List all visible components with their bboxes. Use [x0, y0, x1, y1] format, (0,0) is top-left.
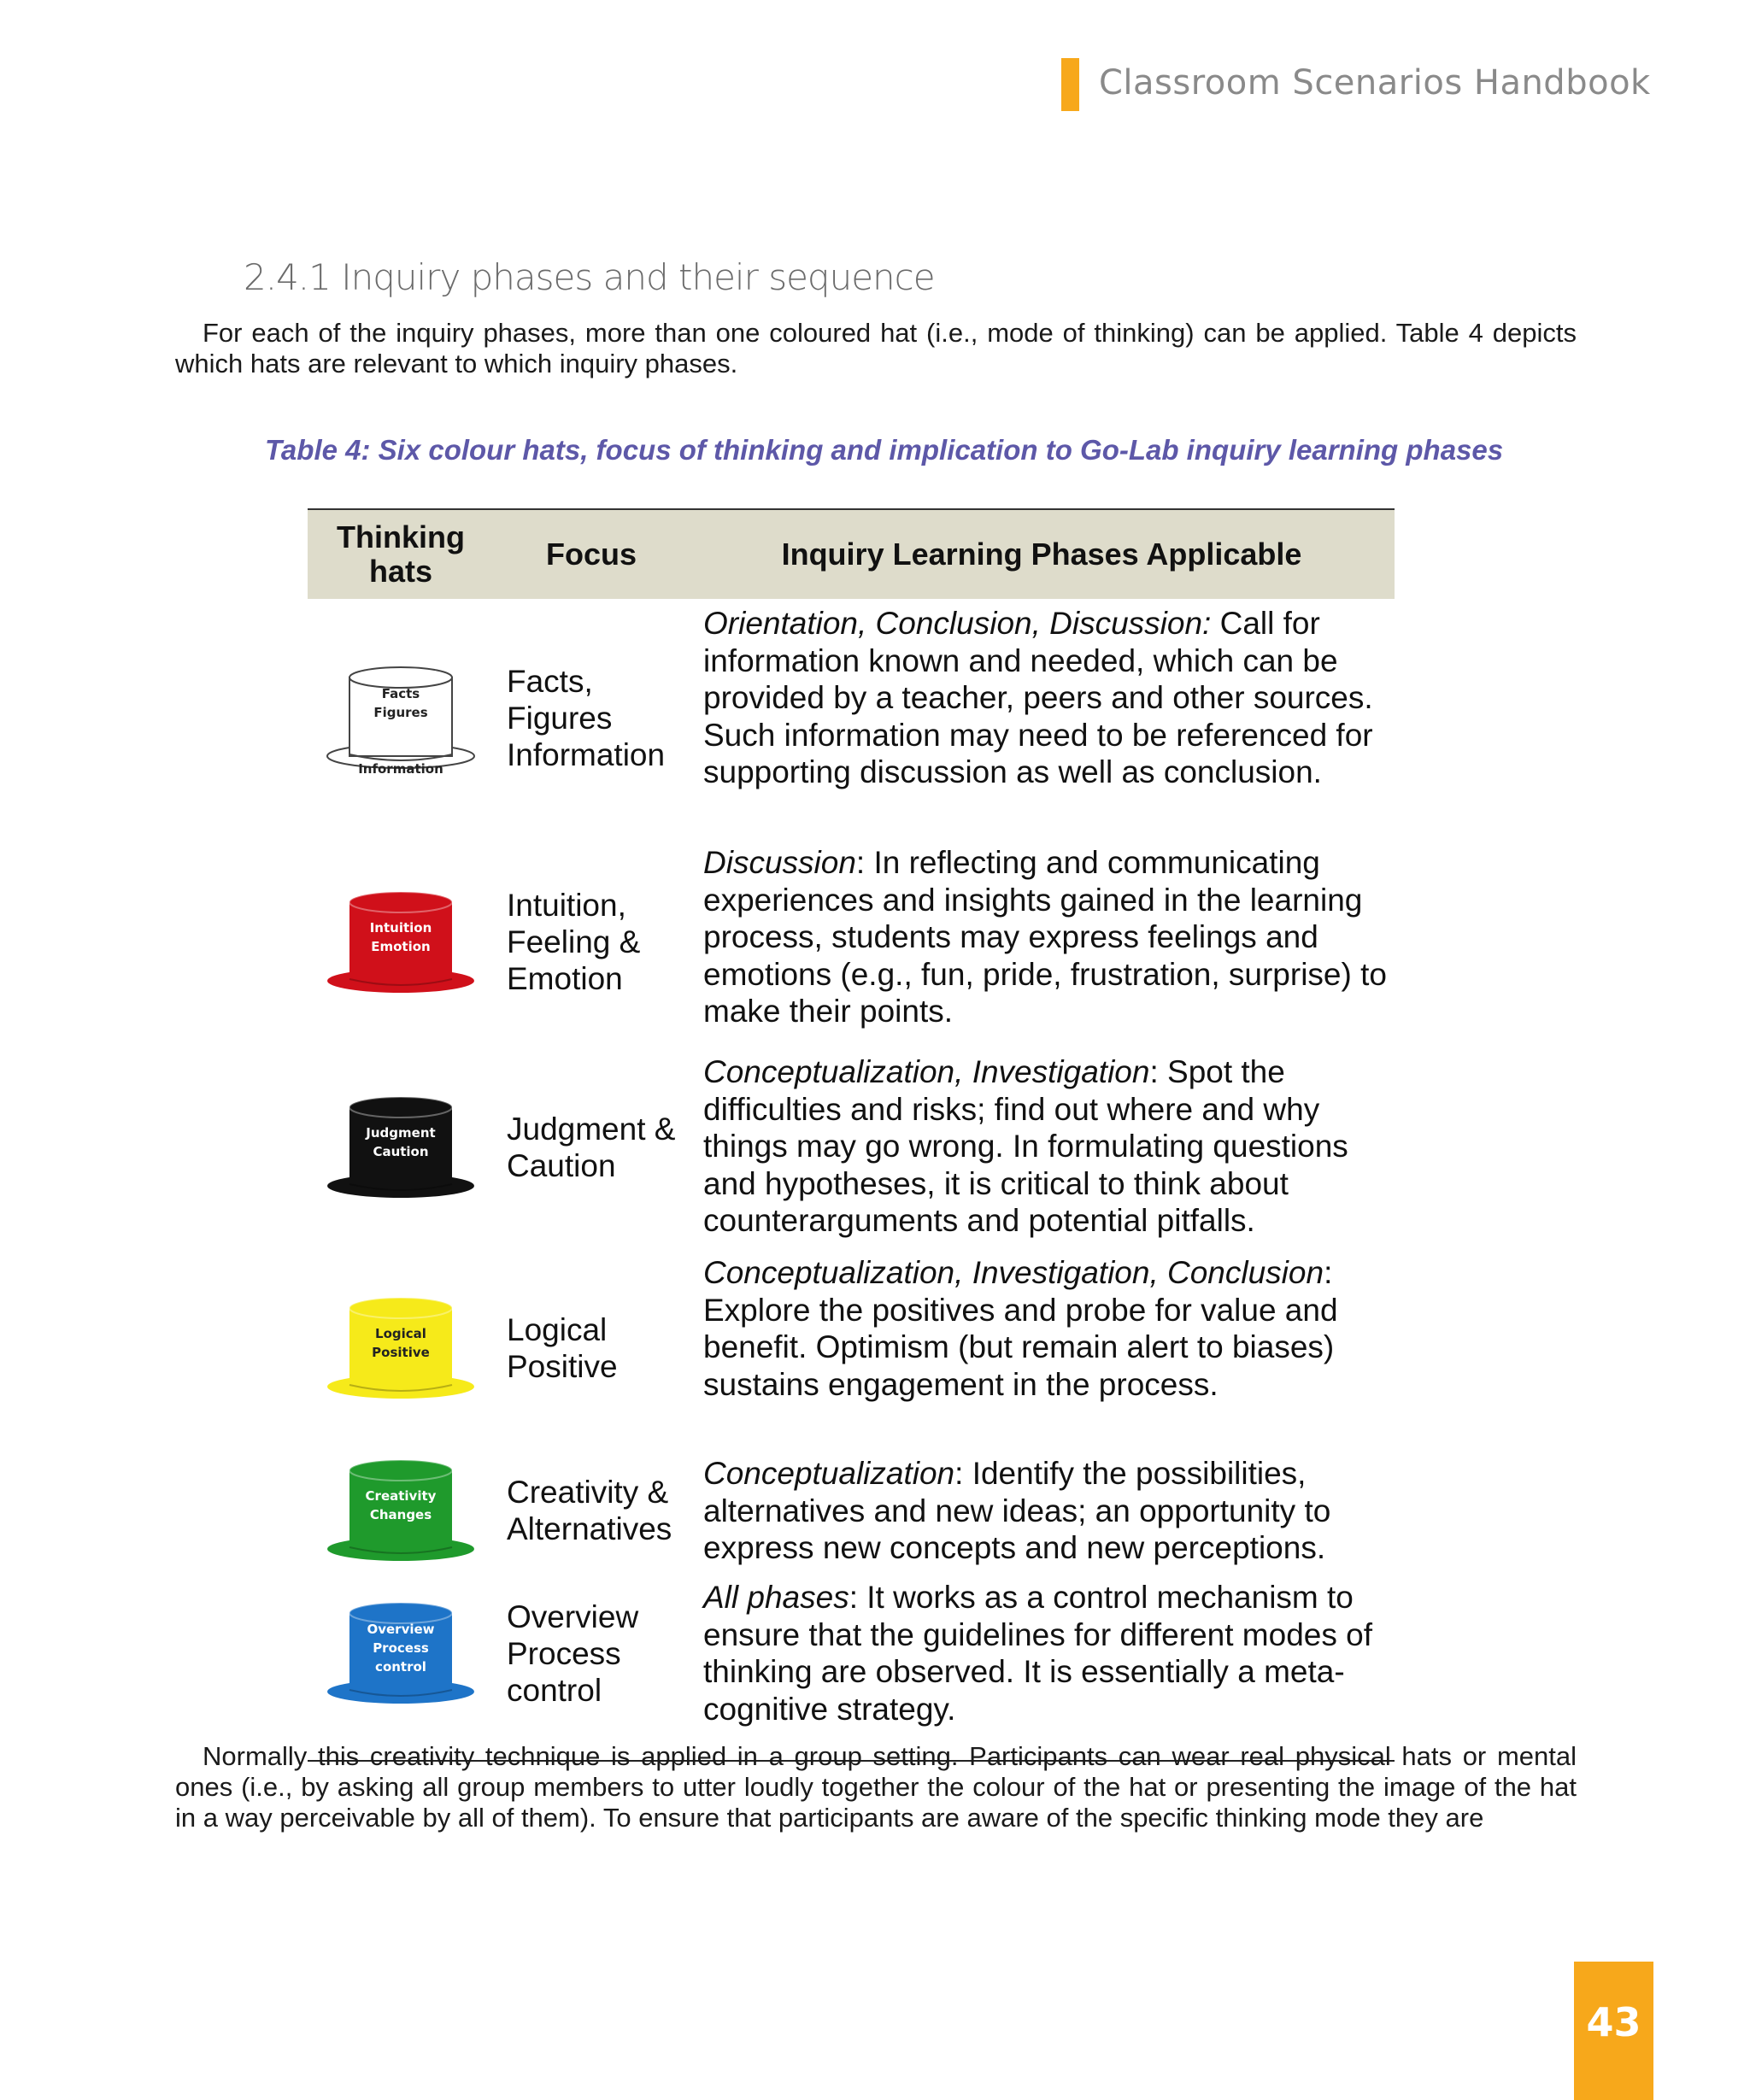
hat-label: Creativity	[365, 1487, 437, 1504]
phases-label: Conceptualization	[703, 1456, 955, 1491]
table-row	[308, 1047, 1395, 1247]
hat-label: Positive	[372, 1344, 430, 1360]
phases-cell	[703, 1053, 1387, 1240]
closing-paragraph	[175, 1741, 1577, 1833]
hat-label: Facts	[381, 686, 420, 701]
white-hat-icon	[308, 598, 494, 837]
page-number: 43	[1586, 1999, 1641, 2045]
phases-text: : It works as a control mechanism to ensure that the guidelines for different modes of thinking are observed. It is essentially a meta-cognitive strategy.	[703, 1580, 1372, 1727]
black-hat-icon	[308, 1047, 494, 1247]
table-header-row	[308, 508, 1395, 599]
intro-paragraph	[175, 318, 1577, 379]
phases-text: : Spot the difficulties and risks; find out where and why things may go wrong. In formulating questions and hypotheses, it is critical to think about counterarguments and potential pitfalls.	[703, 1054, 1348, 1238]
phases-label: Conceptualization, Investigation	[703, 1054, 1150, 1089]
phases-text: Call for information known and needed, which can be provided by a teacher, peers and other sources. Such information may need to be referenced for supporting discussion as well as conclusion.	[703, 606, 1373, 789]
focus-cell: Creativity & Alternatives	[507, 1474, 672, 1546]
hat-label: Logical	[375, 1325, 426, 1341]
hat-label: Intuition	[369, 919, 432, 936]
hat-label: Changes	[369, 1506, 432, 1522]
hat-label: Process	[373, 1640, 429, 1656]
table-row	[308, 1572, 1395, 1734]
focus-cell: Facts, Figures Information	[507, 663, 666, 772]
header-focus: Focus	[545, 537, 637, 572]
table-row	[308, 1448, 1395, 1572]
focus-cell: Intuition, Feeling & Emotion	[507, 888, 641, 996]
phases-label: Discussion	[703, 845, 856, 880]
hat-label: Figures	[373, 705, 428, 720]
hat-label: Information	[358, 761, 443, 773]
header-thinking-hats: Thinking hats	[337, 519, 465, 589]
focus-cell: Overview Process control	[507, 1598, 639, 1708]
phases-label: All phases	[703, 1580, 849, 1615]
table-caption: Table 4: Six colour hats, focus of thinking and implication to Go-Lab inquiry learning phases	[265, 434, 1504, 466]
page-number-box	[1574, 1962, 1653, 2100]
hat-label: Emotion	[371, 938, 431, 954]
focus-cell: Judgment & Caution	[507, 1111, 676, 1183]
phases-cell	[703, 605, 1387, 791]
red-hat-icon	[308, 837, 494, 1047]
green-hat-icon	[308, 1448, 494, 1572]
phases-cell	[703, 844, 1387, 1030]
phases-cell	[703, 1579, 1387, 1728]
header-accent-bar	[1061, 58, 1079, 111]
section-title: 2.4.1 Inquiry phases and their sequence	[244, 256, 935, 298]
table-row	[308, 837, 1395, 1047]
table-row	[308, 1247, 1395, 1448]
running-header: Classroom Scenarios Handbook	[1099, 63, 1651, 103]
hat-label: control	[375, 1659, 426, 1675]
phases-text: : In reflecting and communicating experiences and insights gained in the learning process, students may express feelings and emotions (e.g., fun, pride, frustration, surprise) to make their points.	[703, 845, 1387, 1029]
focus-cell: Logical Positive	[507, 1311, 618, 1384]
hat-label: Caution	[373, 1143, 429, 1159]
blue-hat-icon	[308, 1572, 494, 1734]
phases-text: : Explore the positives and probe for value and benefit. Optimism (but remain alert to biases) sustains engagement in the process.	[703, 1255, 1338, 1402]
yellow-hat-icon	[308, 1247, 494, 1448]
phases-label: Orientation, Conclusion, Discussion:	[703, 606, 1212, 641]
phases-cell	[703, 1455, 1387, 1567]
closing-text: Normally this creativity technique is applied in a group setting. Participants can wear real physical hats or mental ones (i.e., by asking all group members to utter loudly together the colour of the hat or presenting the image of the hat in a way perceivable by all of them). To ensure that participants are aware of the specific thinking mode they are	[175, 1741, 1577, 1833]
hat-label: Judgment	[366, 1124, 436, 1141]
phases-cell	[703, 1254, 1387, 1403]
intro-text: For each of the inquiry phases, more than one coloured hat (i.e., mode of thinking) can be applied. Table 4 depicts which hats are relevant to which inquiry phases.	[175, 318, 1577, 378]
phases-label: Conceptualization, Investigation, Conclusion	[703, 1255, 1324, 1290]
hats-table	[308, 508, 1395, 1727]
phases-text: : Identify the possibilities, alternatives and new ideas; an opportunity to express new concepts and new perceptions.	[703, 1456, 1331, 1565]
table-row	[308, 598, 1395, 837]
header-phases: Inquiry Learning Phases Applicable	[781, 537, 1302, 572]
hat-label: Overview	[367, 1622, 435, 1637]
